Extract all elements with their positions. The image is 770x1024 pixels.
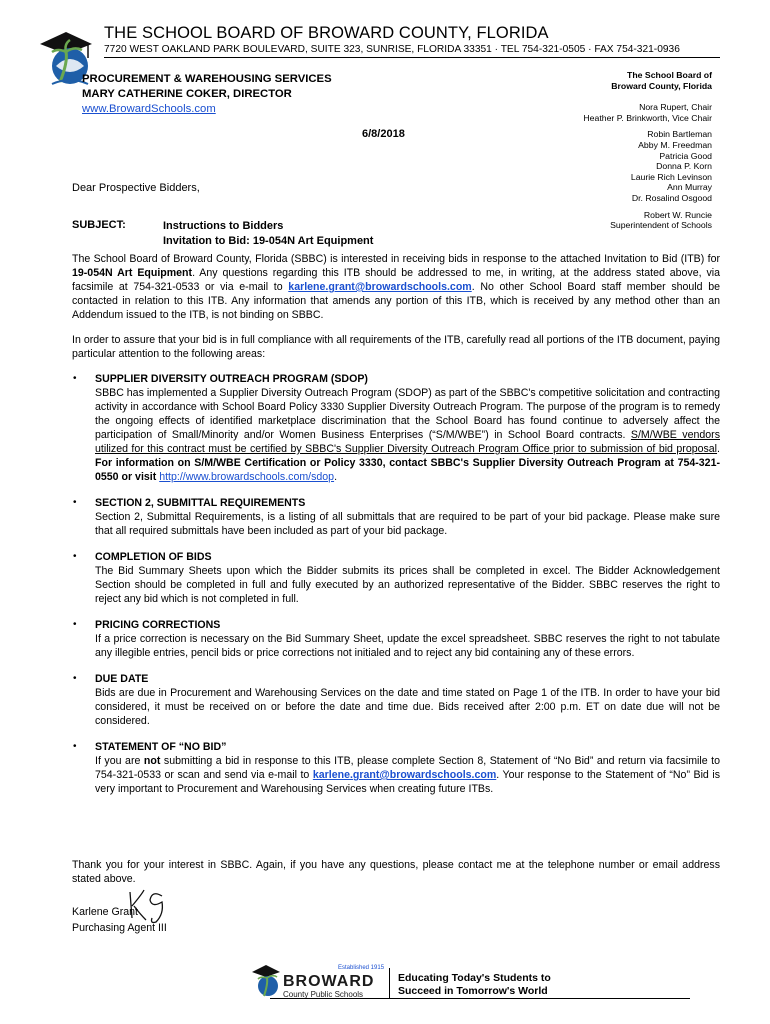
letter-body <box>72 252 720 808</box>
superintendent-name: Robert W. Runcie <box>643 209 712 220</box>
footer-separator <box>389 968 390 998</box>
bullet-icon: • <box>73 741 77 752</box>
board-member: Abby M. Freedman <box>638 139 712 150</box>
email-link[interactable]: karlene.grant@browardschools.com <box>288 281 472 293</box>
bullet-icon: • <box>73 619 77 630</box>
director-name: MARY CATHERINE COKER, DIRECTOR <box>82 88 292 100</box>
signature-block <box>72 904 167 936</box>
department-block <box>82 72 332 117</box>
item-text: If you are not submitting a bid in response to this ITB, please complete Section 8, Statement of “No Bid” and return via facsimile to 754-321-0533 or scan and send via e-mail to karlene.grant@browardschools.com. Your response to the Statement of “No” Bid is very important to Procurement and Warehousing Services when creating future ITBs. <box>95 755 720 795</box>
sdop-link[interactable]: http://www.browardschools.com/sdop <box>159 471 335 483</box>
subject-line-2: Invitation to Bid: 19-054N Art Equipment <box>163 235 374 247</box>
letter-date: 6/8/2018 <box>362 128 405 140</box>
item-title: SECTION 2, SUBMITTAL REQUIREMENTS <box>95 497 306 509</box>
greeting: Dear Prospective Bidders, <box>72 182 200 194</box>
intro-paragraph: The School Board of Broward County, Florida (SBBC) is interested in receiving bids in response to the attached Invitation to Bid (ITB) for 19-054N Art Equipment. Any questions regarding this ITB should be addressed to me, in writing, at the address stated above, via facsimile at 754-321-0533 or via e-mail to karlene.grant@browardschools.com. No other School Board staff member should be contacted in relation to this ITB. Any information that amends any portion of this ITB, which is received by any method other than an Addendum issued to the ITB, is not binding on SBBC. <box>72 253 720 321</box>
item-text: Section 2, Submittal Requirements, is a listing of all submittals that are required to be part of your bid package. Please make sure that all required submittals have been included as part of your bid package. <box>95 511 720 537</box>
board-vice-chair: Heather P. Brinkworth, Vice Chair <box>583 112 712 123</box>
board-heading-1: The School Board of <box>627 70 712 80</box>
item-title: DUE DATE <box>95 673 149 685</box>
bullet-icon: • <box>73 673 77 684</box>
list-item-completion <box>72 550 720 606</box>
bullet-icon: • <box>73 497 77 508</box>
list-item-sdop <box>72 372 720 484</box>
logo-wordmark: BROWARD <box>283 973 375 990</box>
subject-line-1: Instructions to Bidders <box>163 220 284 232</box>
item-title: SUPPLIER DIVERSITY OUTREACH PROGRAM (SDOP) <box>95 373 368 385</box>
board-member: Robin Bartleman <box>647 129 712 140</box>
board-title: THE SCHOOL BOARD OF BROWARD COUNTY, FLORIDA <box>104 24 549 42</box>
footer-divider <box>270 998 690 999</box>
item-title: PRICING CORRECTIONS <box>95 619 221 631</box>
item-title: STATEMENT OF “NO BID” <box>95 741 227 753</box>
board-member: Patricia Good <box>659 150 712 161</box>
board-member: Donna P. Korn <box>656 161 712 172</box>
board-heading-2: Broward County, Florida <box>611 80 712 91</box>
website-link[interactable]: www.BrowardSchools.com <box>82 103 216 115</box>
subject-value <box>163 219 373 249</box>
logo-subtitle: County Public Schools <box>283 990 364 999</box>
tagline-line-1: Educating Today's Students to <box>398 972 551 984</box>
signer-name: Karlene Grant <box>72 906 138 918</box>
department-name: PROCUREMENT & WAREHOUSING SERVICES <box>82 73 332 85</box>
item-text: If a price correction is necessary on the Bid Summary Sheet, update the excel spreadsheet. SBBC reserves the right to not tabulate any illegible entries, pencil bids or price corrections not initialed and to reject any bid containing any of these errors. <box>95 633 720 659</box>
list-item-no-bid <box>72 740 720 796</box>
list-item-submittal <box>72 496 720 538</box>
item-text: Bids are due in Procurement and Warehousing Services on the date and time stated on Page 1 of the ITB. In order to have your bid considered, it must be received on or before the date and time due. Bids received after 2:00 p.m. ET on date due will not be considered. <box>95 687 720 727</box>
board-member: Ann Murray <box>667 182 712 193</box>
list-item-due-date <box>72 672 720 728</box>
item-text: The Bid Summary Sheets upon which the Bidder submits its prices shall be completed in excel. The Bidder Acknowledgement Section should be completed in full and fully executed by an authorized representative of the Bidder. SBBC reserves the right to reject any bid which is not completed in full. <box>95 565 720 605</box>
list-item-pricing <box>72 618 720 660</box>
closing-paragraph: Thank you for your interest in SBBC. Again, if you have any questions, please contact me at the telephone number or email address stated above. <box>72 859 720 885</box>
footer-tagline <box>398 972 551 998</box>
header-divider <box>104 57 720 58</box>
board-address: 7720 WEST OAKLAND PARK BOULEVARD, SUITE 323, SUNRISE, FLORIDA 33351 · TEL 754-321-0505 · FAX 754-321-0936 <box>104 44 680 55</box>
logo-established: Established 1915 <box>338 965 385 971</box>
board-member: Laurie Rich Levinson <box>630 171 712 182</box>
tagline-line-2: Succeed in Tomorrow's World <box>398 985 548 997</box>
instructions-paragraph: In order to assure that your bid is in full compliance with all requirements of the ITB, carefully read all portions of the ITB document, paying particular attention to the following areas: <box>72 334 720 360</box>
bullet-icon: • <box>73 551 77 562</box>
board-members-list <box>512 70 712 231</box>
board-chair: Nora Rupert, Chair <box>639 102 712 113</box>
board-member: Dr. Rosalind Osgood <box>631 192 712 203</box>
superintendent-title: Superintendent of Schools <box>610 220 712 231</box>
item-title: COMPLETION OF BIDS <box>95 551 212 563</box>
signer-title: Purchasing Agent III <box>72 922 167 934</box>
subject-label: SUBJECT: <box>72 219 126 231</box>
item-text: SBBC has implemented a Supplier Diversity Outreach Program (SDOP) as part of the SBBC's competitive solicitation and contracting activity in accordance with School Board Policy 3330 Supplier Diversity Outreach Program. The purpose of the program is to remedy the ongoing effects of identified marketplace discrimination that the School Board has found continue to adversely affect the participation of Small/Minority and/or Women Business Enterprises (“S/M/WBE”) in School Board contracts. S/M/WBE vendors utilized for this contract must be certified by SBBC's Supplier Diversity Outreach Program Office prior to submission of bid proposal. For information on S/M/WBE Certification or Policy 3330, contact SBBC's Supplier Diversity Outreach Program at 754-321-0550 or visit http://www.browardschools.com/sdop. <box>95 387 720 483</box>
email-link[interactable]: karlene.grant@browardschools.com <box>312 769 497 781</box>
bullet-icon: • <box>73 373 77 384</box>
